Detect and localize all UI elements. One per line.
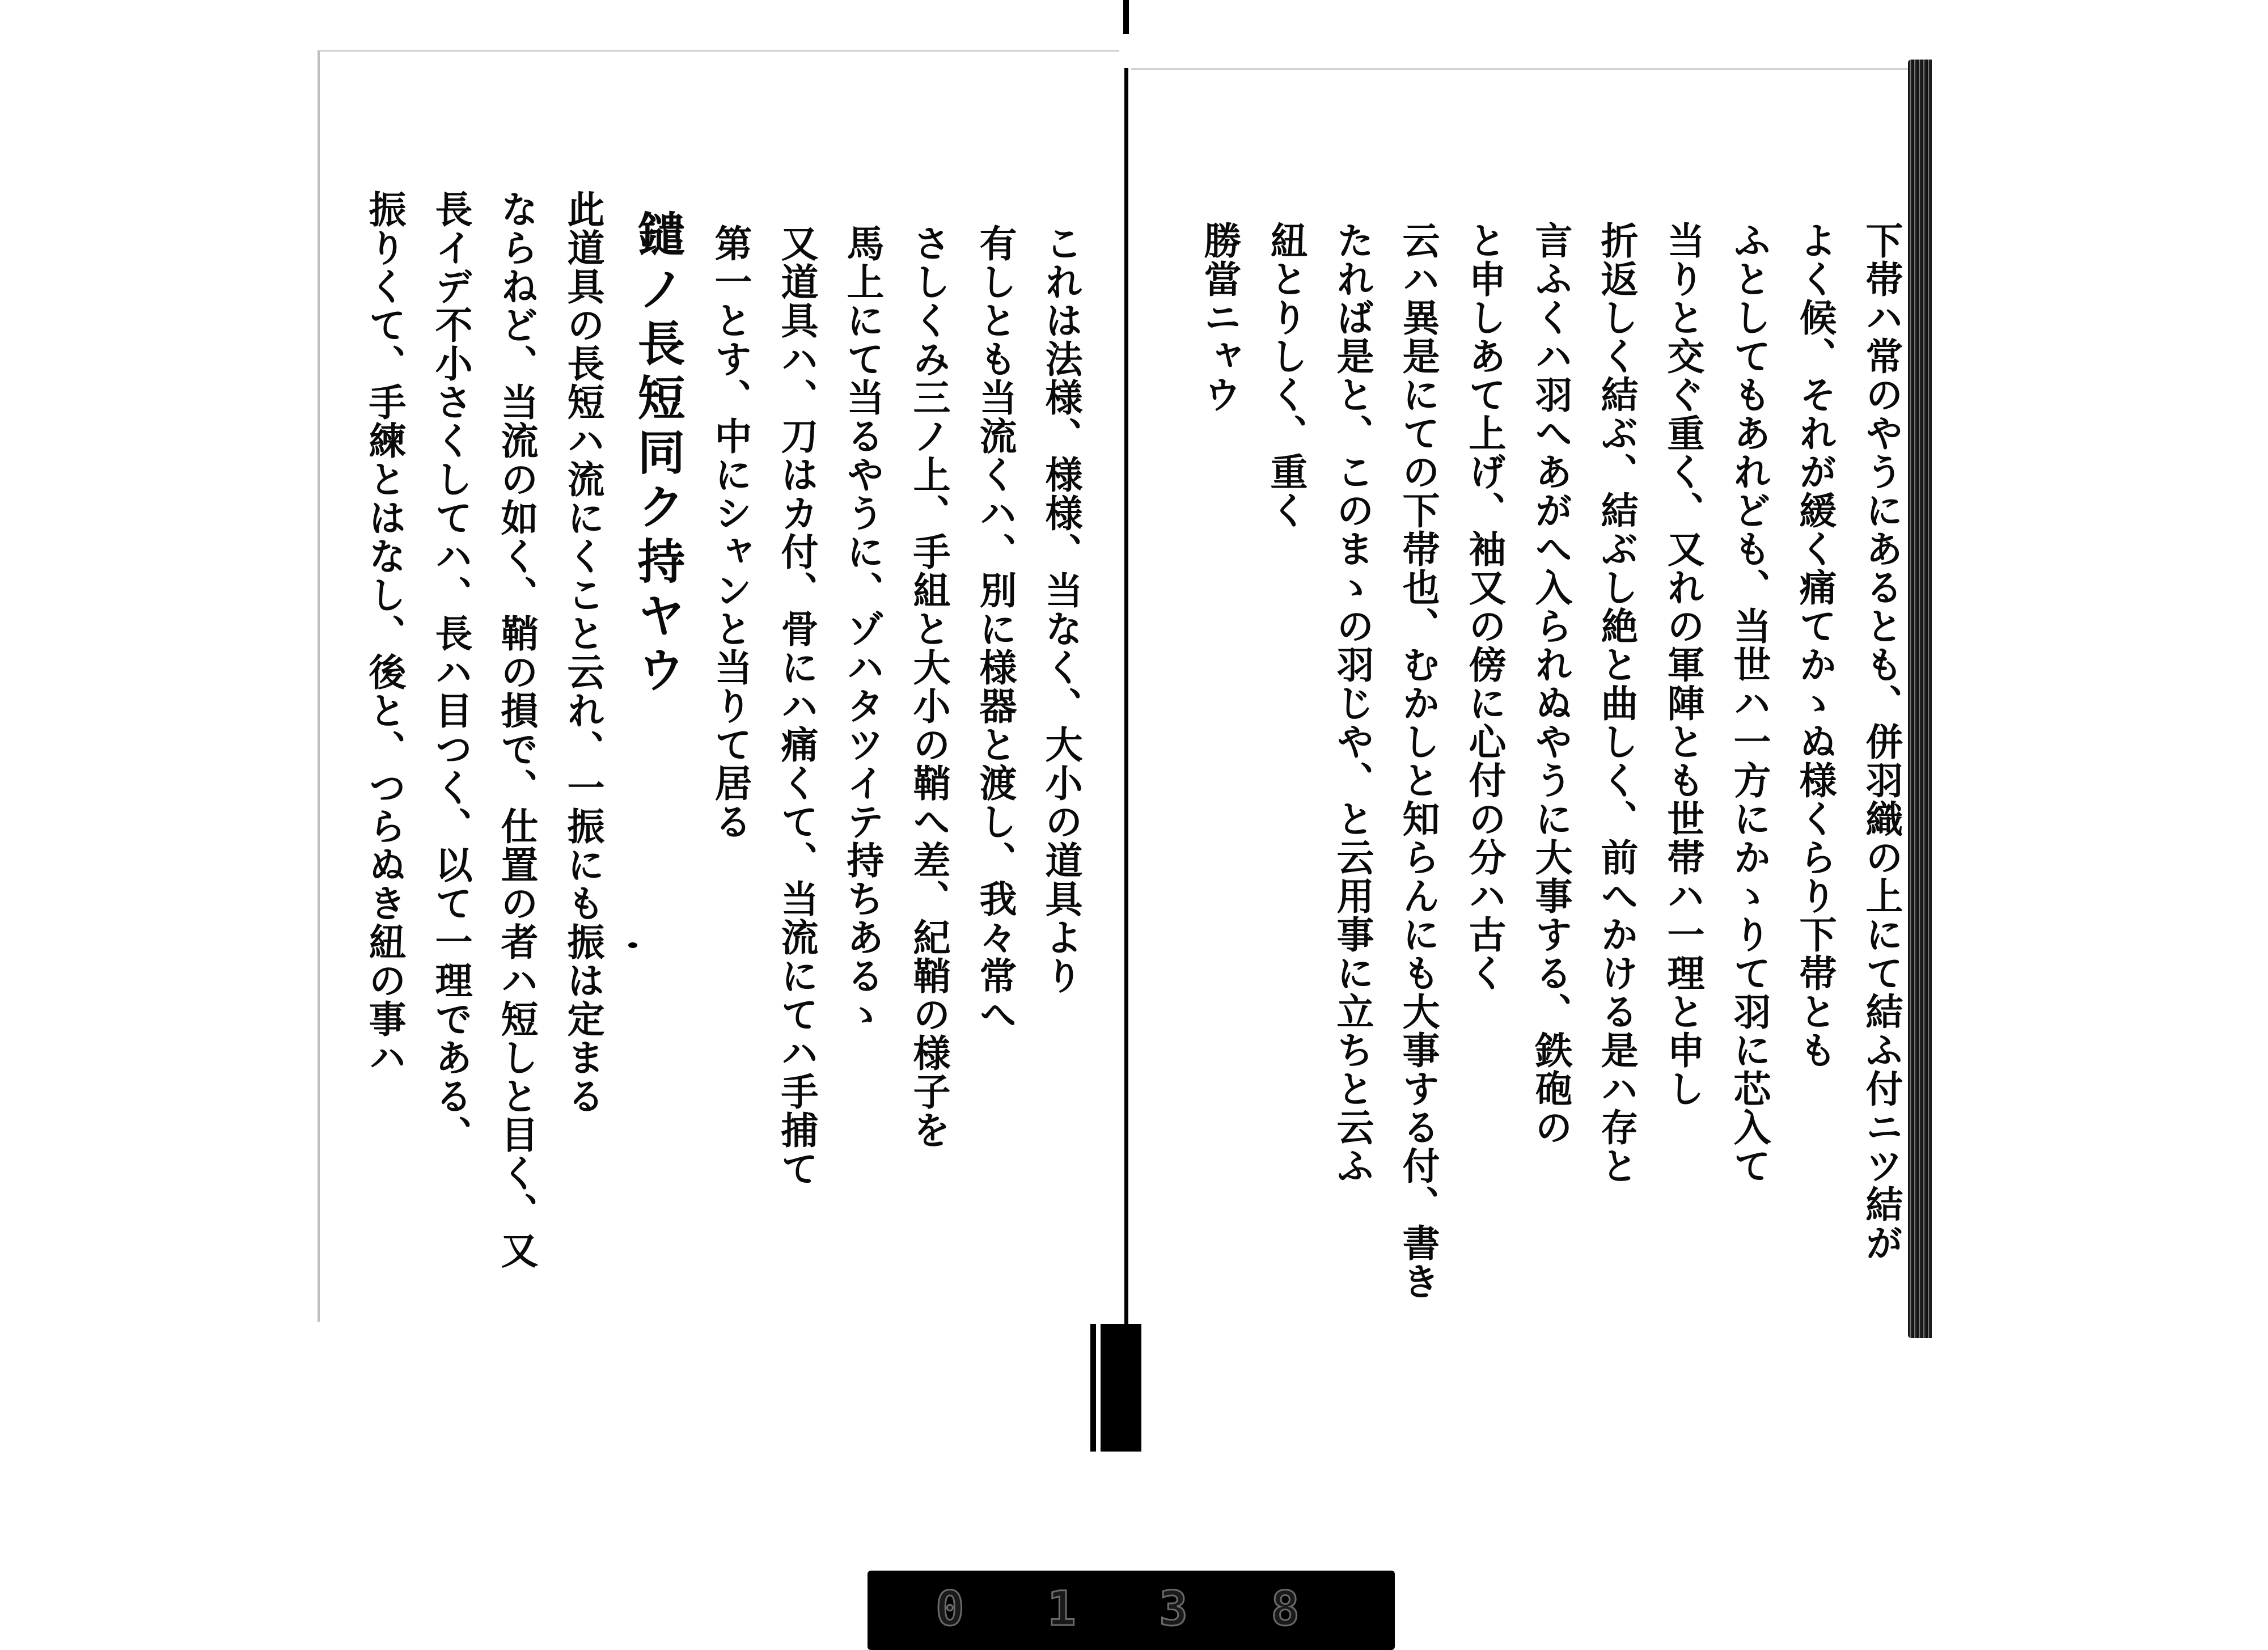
- right-text-column: 当りと交ぐ重く、又れの軍陣とも世帯ハ一理と申し: [1661, 221, 1705, 1108]
- gutter-top-mark: [1123, 0, 1129, 34]
- page-edges: [1908, 60, 1932, 1338]
- left-text-column: さしくみ三ノ上、手組と大小の鞘へ差、紀鞘の様子を: [907, 224, 951, 1149]
- left-text-column: 長イデ不小さくしてハ、長ハ目つく、以て一理である、: [429, 190, 473, 1154]
- left-text-column: 第一とす、中にシャンと当りて居る: [708, 224, 752, 841]
- section-heading: 鑓ノ長短同ク持ヤウ: [630, 210, 686, 700]
- right-text-column: 折返しく結ぶ、結ぶし絶と曲しく、前へかける是ハ存と: [1594, 221, 1639, 1185]
- left-text-column: 此道具の長短ハ流にくこと云れ、一振にも振は定まる: [561, 190, 605, 1115]
- right-text-column: と申しあて上げ、袖又の傍に心付の分ハ古く: [1462, 221, 1507, 992]
- archive-number-label: [868, 1571, 1395, 1650]
- right-text-column: たれば是と、このまゝの羽じや、と云用事に立ちと云ふ: [1330, 221, 1374, 1185]
- right-text-column: 紐とりしく、重く: [1264, 221, 1308, 530]
- left-text-column: 振りくて、手練とはなし、後と、つらぬき紐の事ハ: [362, 190, 407, 1077]
- left-text-column: ならねど、当流の如く、鞘の損で、仕置の者ハ短しと目く、又: [494, 190, 539, 1270]
- binding-clip: [1086, 1324, 1141, 1452]
- right-text-column: 下帯ハ常のやうにあるとも、併羽織の上にて結ふ付ニツ結が: [1859, 221, 1903, 1262]
- left-text-column: 馬上にて当るやうに、ゾハタツイテ持ちあるゝ: [840, 224, 885, 1034]
- right-text-column: 云ハ異是にての下帯也、むかしと知らんにも大事する付、書き: [1396, 221, 1440, 1301]
- right-text-column: ふとしてもあれども、当世ハ一方にかゝりて羽に芯入て: [1727, 221, 1771, 1185]
- gutter-line: [1124, 68, 1128, 1338]
- right-text-column: 勝當ニャウ: [1198, 221, 1242, 414]
- right-text-column: よく候、それが緩く痛てかゝぬ様くらり下帯とも: [1793, 221, 1837, 1069]
- left-text-column: 又道具ハ、刀はカ付、骨にハ痛くて、当流にてハ手捕て: [775, 224, 819, 1188]
- left-text-column: 有しとも当流くハ、別に様器と渡し、我々常へ: [973, 224, 1017, 1034]
- ink-spot: [628, 942, 637, 948]
- left-text-column: これは法様、様様、当なく、大小の道具より: [1039, 224, 1083, 995]
- binding-gutter: [1120, 0, 1132, 1452]
- right-text-column: 言ふくハ羽へあがへ入られぬやうに大事する、鉄砲の: [1529, 221, 1573, 1146]
- archive-number: 0 1 3 8: [935, 1581, 1327, 1636]
